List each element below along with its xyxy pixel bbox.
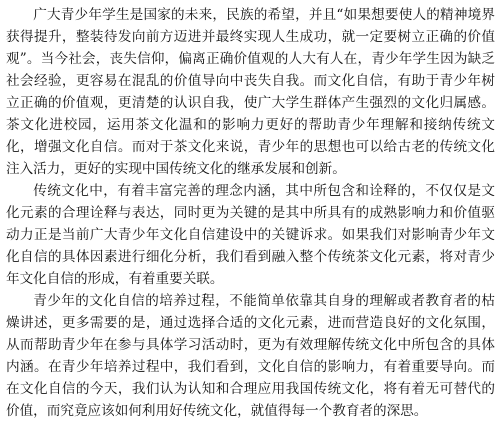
paragraph-3: 青少年的文化自信的培养过程，不能简单依靠其自身的理解或者教育者的枯燥讲述，更多需要的是，通过选择合适的文化元素，进而营造良好的文化氛围，从而帮助青少年在参与具体学习活动时，更为有效理解传统文化中所包含的具体内涵。在青少年培养过程中，我们看到，文化自信的影响力，有着重要导向。而在文化自信的今天，我们认为认知和合理应用我国传统文化，将有着无可替代的价值，而究竟应该如何利用好传统文化，就值得每一个教育者的深思。 — [6, 293, 495, 419]
document-body — [6, 4, 495, 422]
paragraph-1: 广大青少年学生是国家的未来，民族的希望，并且“如果想要使人的精神境界获得提升，整装待发向前方迈进并最终实现人生成功，就一定要树立正确的价值观”。当今社会，丧失信仰，偏离正确价值观的人大有人在，青少年学生因为缺乏社会经验，更容易在混乱的价值导向中丧失自我。而文化自信，有助于青少年树立正确的价值观，更清楚的认识自我，使广大学生群体产生强烈的文化归属感。茶文化进校园，运用茶文化温和的影响力更好的帮助青少年理解和接纳传统文化，增强文化自信。而对于茶文化来说，青少年的思想也可以给古老的传统文化注入活力，更好的实现中国传统文化的继承发展和创新。 — [6, 7, 495, 177]
paragraph-2: 传统文化中，有着丰富完善的理念内涵，其中所包含和诠释的，不仅仅是文化元素的合理诠释与表达，同时更为关键的是其中所具有的成熟影响力和价值驱动力正是当前广大青少年文化自信建设中的关键诉求。如果我们对影响青少年文化自信的具体因素进行细化分析，我们看到融入整个传统茶文化元素，将对青少年文化自信的形成，有着重要关联。 — [6, 183, 495, 287]
